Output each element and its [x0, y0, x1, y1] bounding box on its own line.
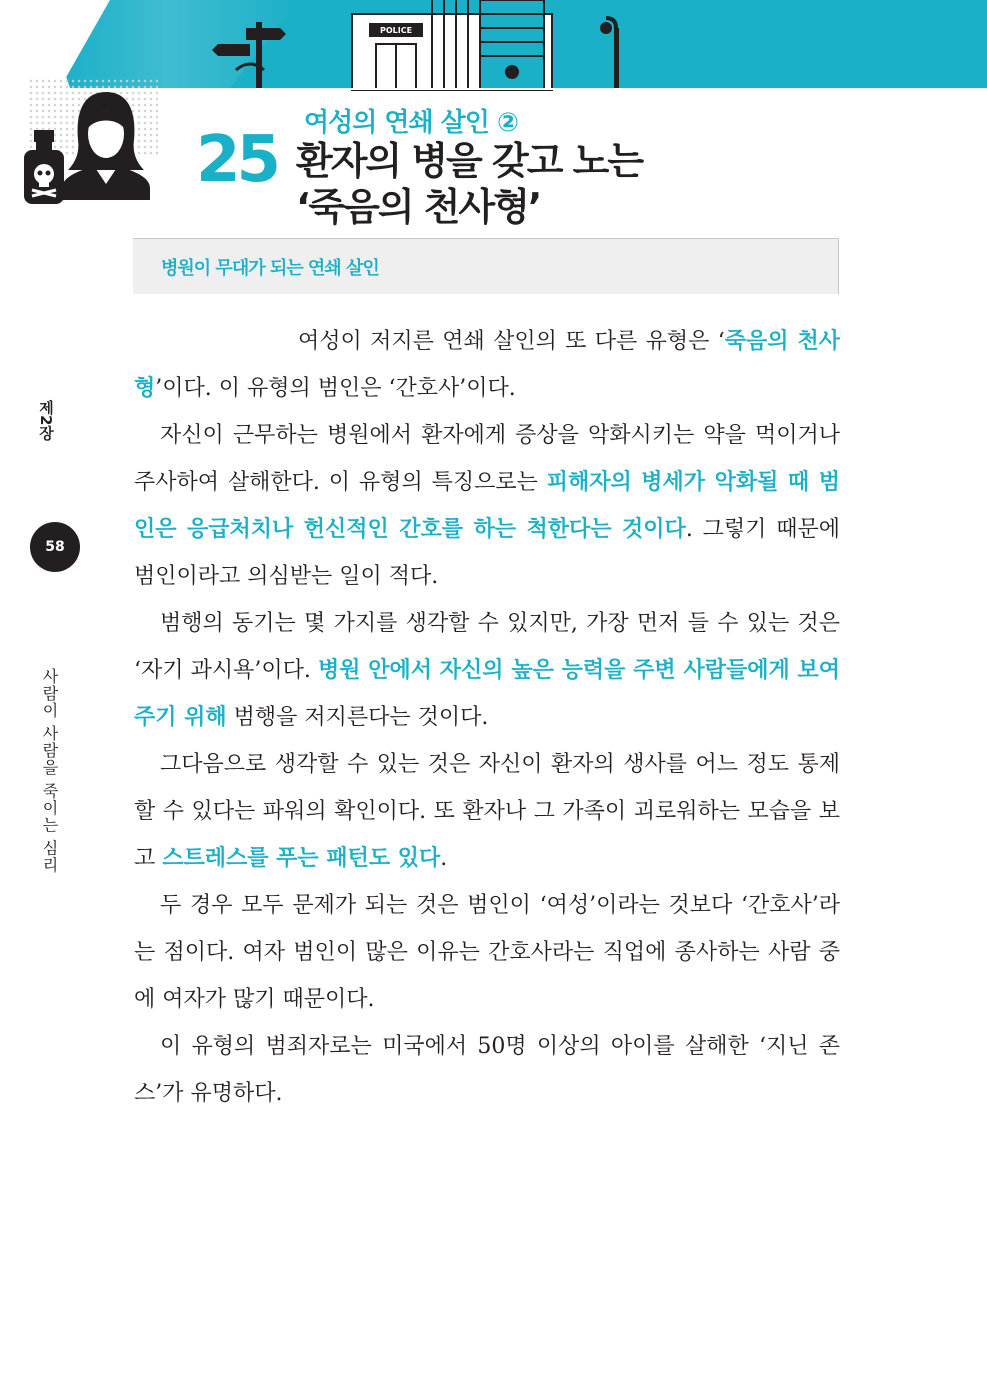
highlight-run: 죽음의 천사형	[134, 329, 841, 401]
woman-silhouette-icon	[58, 88, 154, 200]
text-run: 여성이 저지른 연쇄 살인의 또 다른 유형은 ‘	[298, 329, 725, 354]
text-run: 범행의 동기는 몇 가지를 생각할 수 있지만, 가장 먼저 들 수 있는 것은 ‘자기 과시욕’이다.	[134, 611, 840, 683]
text-run: ’이다. 이 유형의 범인은 ‘간호사’이다.	[155, 376, 516, 401]
text-run: . 그렇기 때문에 범인이라고 의심받는 일이 적다.	[134, 517, 840, 589]
body-text	[134, 318, 840, 1117]
section-heading: 병원이 무대가 되는 연쇄 살인	[161, 258, 379, 279]
paragraph	[134, 412, 840, 600]
text-run: 이 유형의 범죄자로는 미국에서 50명 이상의 아이를 살해한 ‘지닌 존스’가 유명하다.	[134, 1034, 840, 1106]
police-building-icon	[352, 0, 552, 90]
paragraph	[134, 882, 840, 1023]
paragraph	[134, 600, 840, 741]
text-run: .	[440, 846, 448, 871]
text-run: 자신이 근무하는 병원에서 환자에게 증상을 악화시키는 약을 먹이거나 주사하여 살해한다. 이 유형의 특징으로는	[134, 423, 840, 495]
paragraph	[134, 318, 840, 412]
svg-text:POLICE: POLICE	[379, 26, 413, 35]
chapter-number: 25	[196, 123, 278, 197]
chapter-title	[296, 138, 642, 230]
paragraph	[134, 1023, 840, 1117]
poison-bottle-icon	[22, 130, 66, 206]
title-line-2: ‘죽음의 천사형’	[296, 185, 541, 229]
paragraph	[134, 741, 840, 882]
side-book-title: 사람이 사람을 죽이는 심리	[40, 668, 59, 874]
text-run: 그다음으로 생각할 수 있는 것은 자신이 환자의 생사를 어느 정도 통제할 수 있다는 파워의 확인이다. 또 환자나 그 가족이 괴로워하는 모습을 보고	[134, 752, 840, 871]
highlight-run: 병원 안에서 자신의 높은 능력을 주변 사람들에게 보여 주기 위해	[134, 658, 840, 730]
text-run: 두 경우 모두 문제가 되는 것은 범인이 ‘여성’이라는 것보다 ‘간호사’라는 점이다. 여자 범인이 많은 이유는 간호사라는 직업에 종사하는 사람 중에 여자가 많기 때문이다.	[134, 893, 840, 1012]
title-line-1: 환자의 병을 갖고 노는	[296, 139, 643, 183]
side-chapter-label: 제2장	[37, 400, 55, 441]
section-heading-box	[133, 238, 839, 294]
highlight-run: 피해자의 병세가 악화될 때 범인은 응급처치나 헌신적인 간호를 하는 척한다는 것이다	[134, 470, 840, 542]
page-number-badge: 58	[30, 522, 80, 572]
chapter-subtitle: 여성의 연쇄 살인 ②	[304, 108, 518, 138]
text-run: 범행을 저지른다는 것이다.	[226, 705, 489, 730]
highlight-run: 스트레스를 푸는 패턴도 있다	[162, 846, 441, 871]
